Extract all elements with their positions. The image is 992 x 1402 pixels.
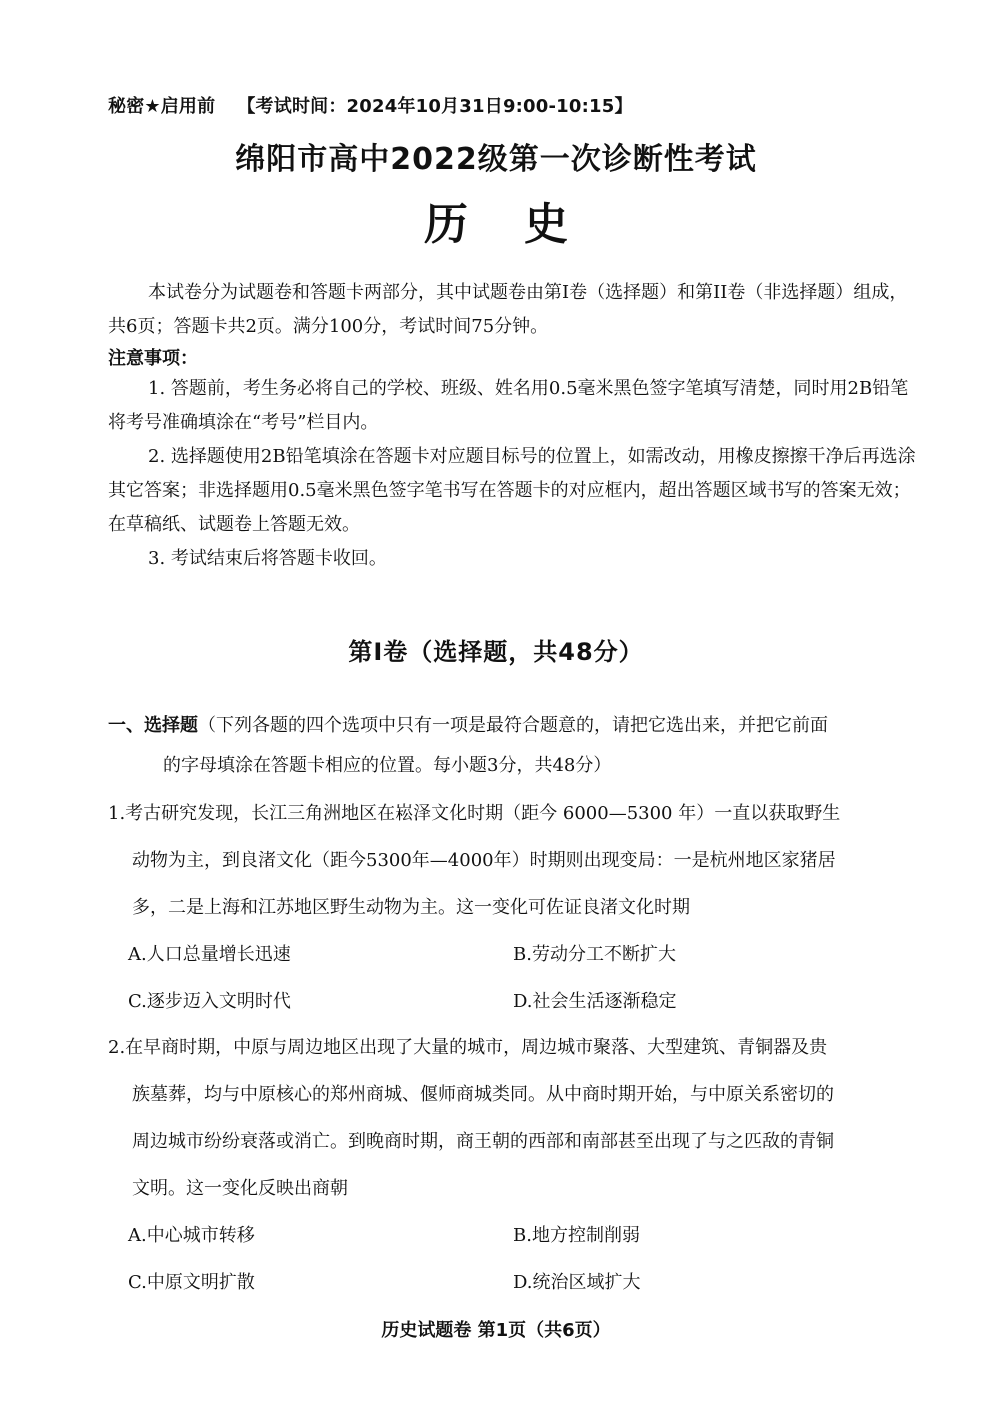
- option-a: A.中心城市转移: [128, 1225, 255, 1246]
- section-title: 第Ⅰ卷（选择题，共48分）: [348, 638, 644, 666]
- stem-line: 1.考古研究发现，长江三角洲地区在崧泽文化时期（距今 6000—5300 年）一直以获取野生: [108, 803, 841, 824]
- page-footer: 历史试题卷 第1页（共6页）: [381, 1320, 611, 1341]
- notice-item-2: 2. 选择题使用2B铅笔填涂在答题卡对应题目标号的位置上，如需改动，用橡皮擦擦干净后再选涂其它答案；非选择题用0.5毫米黑色签字笔书写在答题卡的对应框内，超出答题区域书写的答案无效；在草稿纸、试题卷上答题无效。: [108, 446, 916, 535]
- stem-line: 动物为主，到良渚文化（距今5300年—4000年）时期则出现变局：一是杭州地区家猪居: [132, 850, 836, 871]
- question-2: [108, 1024, 920, 1306]
- option-a: A.人口总量增长迅速: [128, 944, 291, 965]
- subject-title: 历史: [424, 199, 624, 250]
- part-label: 一、选择题: [108, 715, 198, 736]
- notice-item-3: 3. 考试结束后将答题卡收回。: [148, 548, 387, 569]
- stem-line: 文明。这一变化反映出商朝: [132, 1178, 348, 1199]
- option-c: C.中原文明扩散: [128, 1272, 255, 1293]
- question-options: [108, 1212, 920, 1306]
- stem-line: 族墓葬，均与中原核心的郑州商城、偃师商城类同。从中商时期开始，与中原关系密切的: [132, 1084, 834, 1105]
- question-stem: [108, 790, 920, 931]
- part-instruction-2: 的字母填涂在答题卡相应的位置。每小题3分，共48分）: [163, 755, 612, 776]
- intro-paragraph: 本试卷分为试题卷和答题卡两部分，其中试题卷由第I卷（选择题）和第II卷（非选择题）组成，共6页；答题卡共2页。满分100分，考试时间75分钟。: [108, 282, 908, 337]
- header-line: [108, 92, 633, 118]
- question-stem: [108, 1024, 920, 1212]
- exam-title: 绵阳市高中2022级第一次诊断性考试: [235, 142, 757, 177]
- option-d: D.社会生活逐渐稳定: [513, 991, 677, 1012]
- part-heading-line-1: [108, 706, 920, 746]
- notice-heading: 注意事项：: [108, 348, 198, 369]
- stem-line: 周边城市纷纷衰落或消亡。到晚商时期，商王朝的西部和南部甚至出现了与之匹敌的青铜: [132, 1131, 834, 1152]
- part-heading: [108, 706, 920, 786]
- option-d: D.统治区域扩大: [513, 1272, 641, 1293]
- question-options: [108, 931, 920, 1025]
- part-instruction-1: （下列各题的四个选项中只有一项是最符合题意的，请把它选出来，并把它前面: [198, 715, 828, 736]
- option-b: B.地方控制削弱: [513, 1225, 640, 1246]
- confidential-mark: 秘密★启用前: [108, 96, 216, 117]
- option-b: B.劳动分工不断扩大: [513, 944, 676, 965]
- stem-line: 多，二是上海和江苏地区野生动物为主。这一变化可佐证良渚文化时期: [132, 897, 690, 918]
- exam-time: 【考试时间：2024年10月31日9:00-10:15】: [237, 96, 633, 117]
- notice-list: [108, 372, 920, 576]
- option-c: C.逐步迈入文明时代: [128, 991, 291, 1012]
- question-1: [108, 790, 920, 1025]
- stem-line: 2.在早商时期，中原与周边地区出现了大量的城市，周边城市聚落、大型建筑、青铜器及贵: [108, 1037, 828, 1058]
- notice-item-1: 1. 答题前，考生务必将自己的学校、班级、姓名用0.5毫米黑色签字笔填写清楚，同时用2B铅笔将考号准确填涂在“考号”栏目内。: [108, 378, 909, 433]
